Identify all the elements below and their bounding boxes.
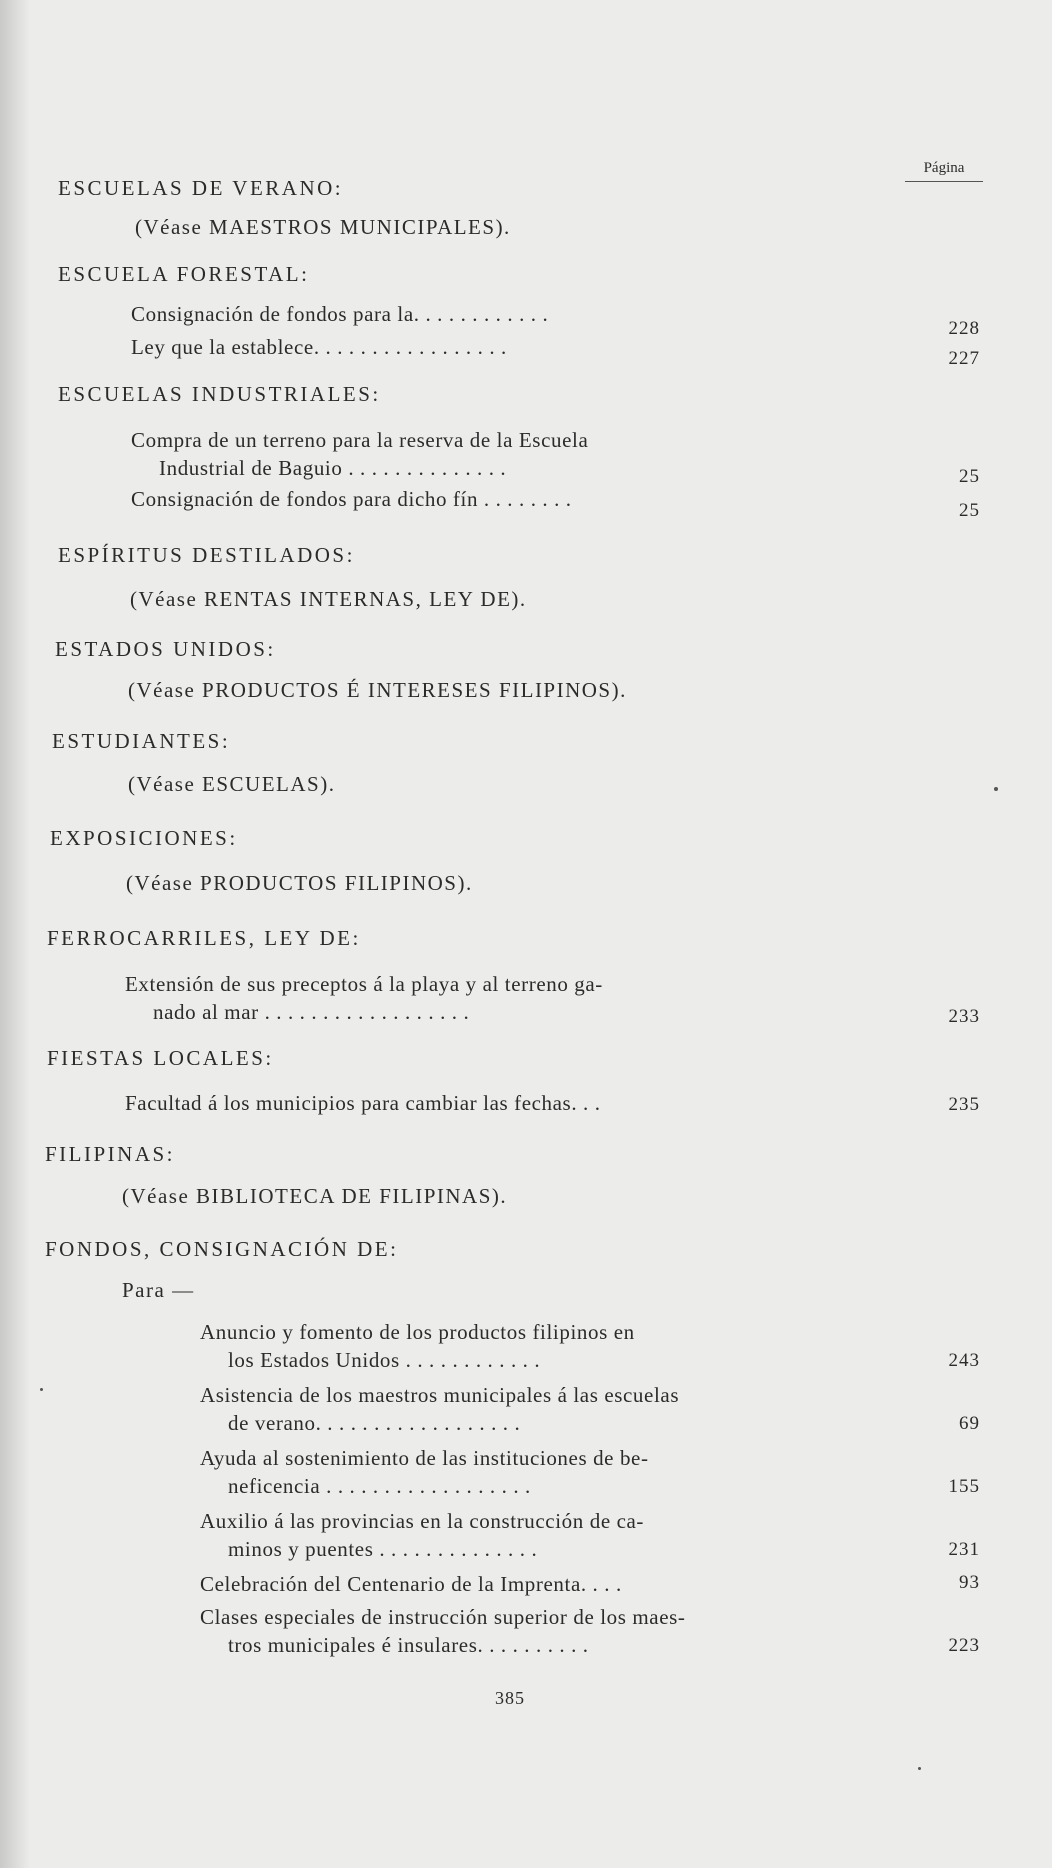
entry-text-line2: neficencia . . . . . . . . . . . . . . . . . . [228, 1474, 531, 1498]
page-number: 243 [948, 1350, 980, 1371]
entry-text-line2: minos y puentes . . . . . . . . . . . . . . [228, 1537, 538, 1561]
heading-fiestas-locales: FIESTAS LOCALES: [47, 1046, 274, 1070]
heading-escuelas-industriales: ESCUELAS INDUSTRIALES: [58, 382, 381, 406]
cross-reference: (Véase PRODUCTOS É INTERESES FILIPINOS). [128, 678, 627, 702]
page-number: 155 [948, 1476, 980, 1497]
heading-exposiciones: EXPOSICIONES: [50, 826, 238, 850]
index-entry [131, 300, 548, 328]
paper-speck [994, 787, 998, 791]
page-number: 25 [959, 500, 980, 521]
page-number: 69 [959, 1413, 980, 1434]
cross-reference: (Véase RENTAS INTERNAS, LEY DE). [130, 587, 527, 611]
heading-escuelas-de-verano: ESCUELAS DE VERANO: [58, 176, 344, 200]
cross-reference: (Véase PRODUCTOS FILIPINOS). [126, 871, 473, 895]
index-entry [200, 1444, 649, 1500]
index-entry [131, 333, 507, 361]
paper-speck [40, 1388, 43, 1391]
index-entry [125, 970, 603, 1026]
entry-text-line1: Asistencia de los maestros municipales á las escuelas [200, 1383, 680, 1407]
entry-text-line2: de verano. . . . . . . . . . . . . . . . . . [228, 1411, 521, 1435]
entry-text-line1: Auxilio á las provincias en la construcción de ca- [200, 1509, 645, 1533]
entry-text-line2: nado al mar . . . . . . . . . . . . . . . . . . [153, 1000, 470, 1024]
page-column-label: Página [905, 160, 983, 182]
index-entry [200, 1507, 644, 1563]
page-number: 227 [948, 348, 980, 369]
heading-fondos-consignacion: FONDOS, CONSIGNACIÓN DE: [45, 1237, 399, 1261]
index-entry [200, 1603, 686, 1659]
index-entry [200, 1570, 622, 1598]
page-gutter-shadow [0, 0, 30, 1868]
entry-text-line1: Compra de un terreno para la reserva de la Escuela [131, 428, 589, 452]
index-entry [131, 426, 588, 482]
paper-speck [918, 1767, 921, 1770]
heading-filipinas: FILIPINAS: [45, 1142, 176, 1166]
page-number: 223 [948, 1635, 980, 1656]
index-entry [125, 1089, 601, 1117]
page-number: 25 [959, 466, 980, 487]
page-number: 235 [948, 1094, 980, 1115]
page-folio-number: 385 [495, 1688, 525, 1708]
cross-reference: (Véase ESCUELAS). [128, 772, 336, 796]
index-entry [200, 1381, 679, 1437]
entry-text-line1: Extensión de sus preceptos á la playa y al terreno ga- [125, 972, 603, 996]
entry-text-line1: Clases especiales de instrucción superior de los maes- [200, 1605, 686, 1629]
sub-heading-para: Para — [122, 1278, 195, 1302]
entry-text-line2: tros municipales é insulares. . . . . . . . . . [228, 1633, 589, 1657]
page-number: 93 [959, 1572, 980, 1593]
entry-text-line2: los Estados Unidos . . . . . . . . . . . . [228, 1348, 541, 1372]
entry-text-line1: Ayuda al sostenimiento de las instituciones de be- [200, 1446, 649, 1470]
page-number: 231 [948, 1539, 980, 1560]
entry-text-line2: Industrial de Baguio . . . . . . . . . . . . . . [159, 456, 507, 480]
cross-reference: (Véase MAESTROS MUNICIPALES). [135, 215, 511, 239]
entry-text: Celebración del Centenario de la Imprenta. . . . [200, 1572, 622, 1596]
index-entry [131, 485, 572, 513]
heading-estados-unidos: ESTADOS UNIDOS: [55, 637, 276, 661]
entry-text: Facultad á los municipios para cambiar las fechas. . . [125, 1091, 601, 1115]
cross-reference: (Véase BIBLIOTECA DE FILIPINAS). [122, 1184, 508, 1208]
index-entry [200, 1318, 635, 1374]
entry-text: Ley que la establece. . . . . . . . . . . . . . . . . [131, 335, 507, 359]
entry-text-line1: Anuncio y fomento de los productos filipinos en [200, 1320, 635, 1344]
page-number: 233 [948, 1006, 980, 1027]
entry-text: Consignación de fondos para la. . . . . . . . . . . . [131, 302, 549, 326]
heading-estudiantes: ESTUDIANTES: [52, 729, 231, 753]
entry-text: Consignación de fondos para dicho fín . . . . . . . . [131, 487, 572, 511]
heading-ferrocarriles: FERROCARRILES, LEY DE: [47, 926, 361, 950]
page-number: 228 [948, 318, 980, 339]
heading-escuela-forestal: ESCUELA FORESTAL: [58, 262, 310, 286]
heading-espiritus-destilados: ESPÍRITUS DESTILADOS: [58, 543, 355, 567]
